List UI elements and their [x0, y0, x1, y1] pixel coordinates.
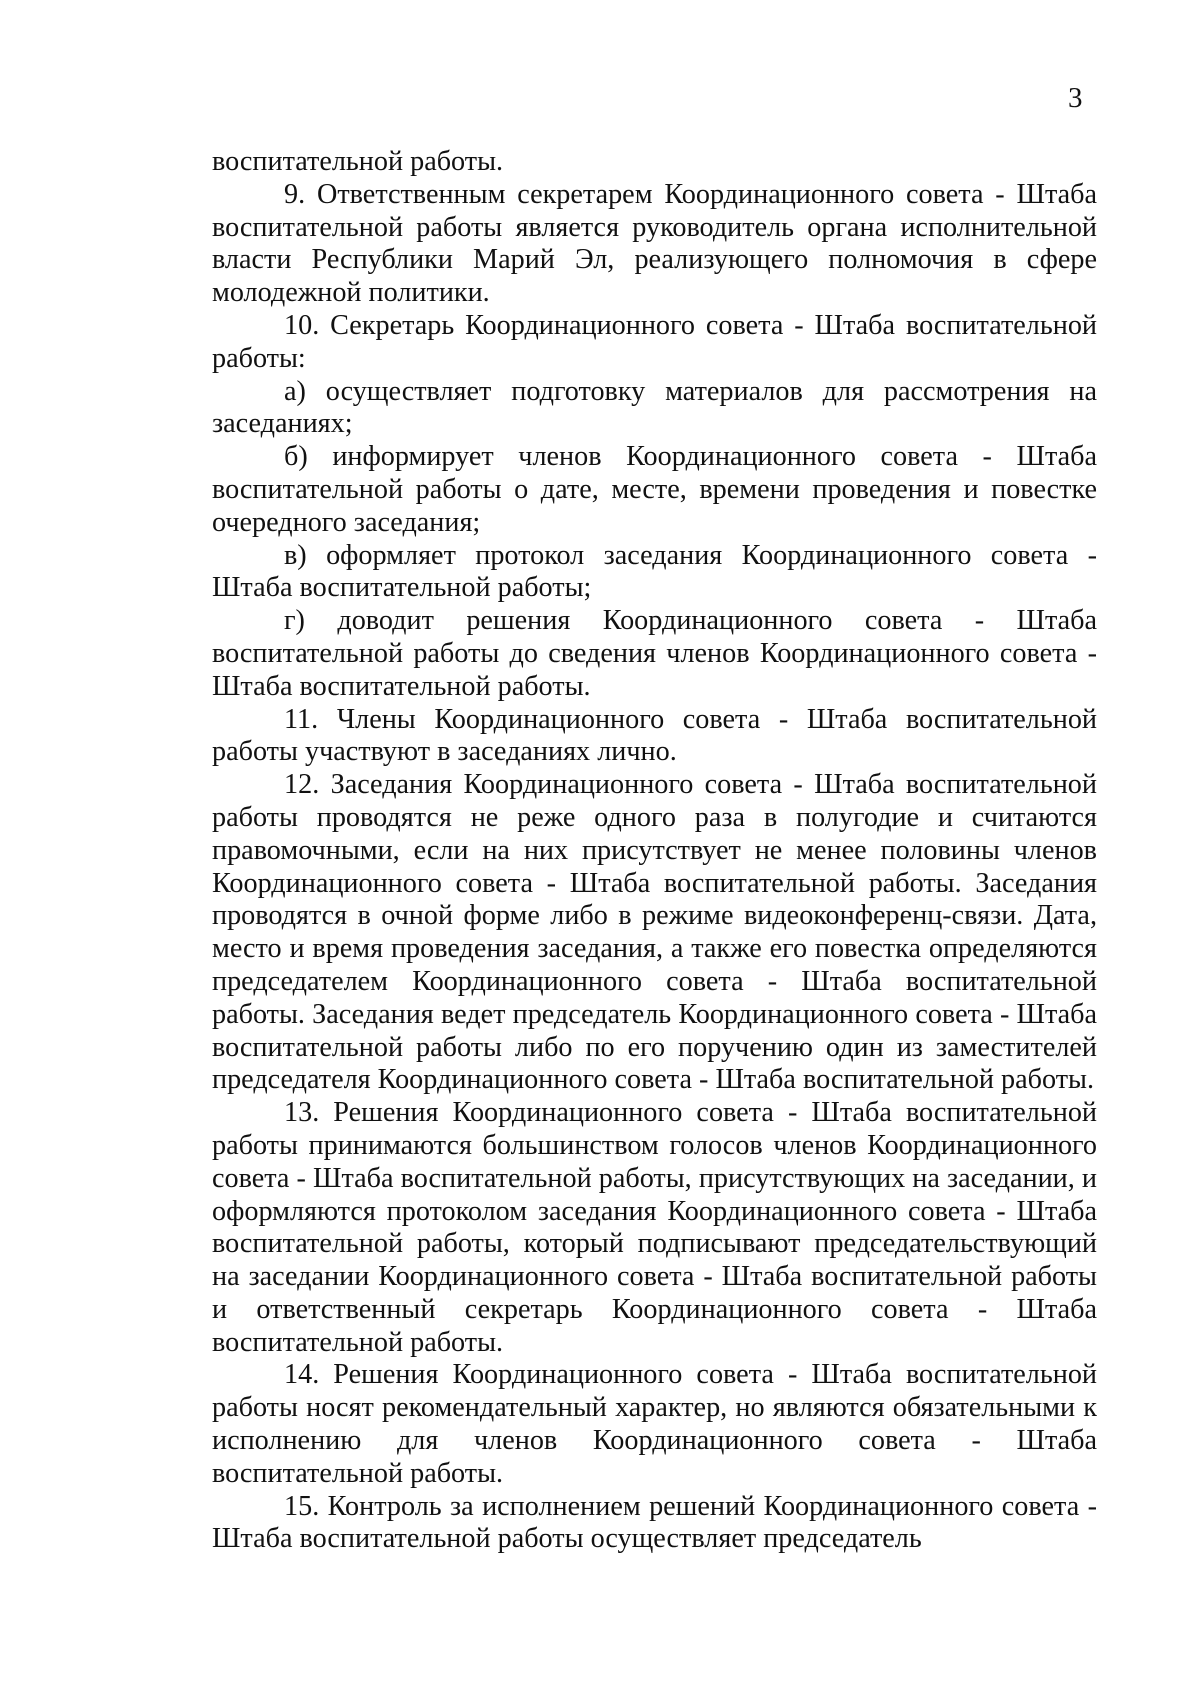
paragraph-10-v: в) оформляет протокол заседания Координационного совета - Штаба воспитательной работы; [212, 539, 1097, 604]
paragraph-10-b: б) информирует членов Координационного совета - Штаба воспитательной работы о дате, месте, времени проведения и повестке очередного заседания; [212, 441, 1097, 538]
paragraph-12: 12. Заседания Координационного совета - Штаба воспитательной работы проводятся не реже одного раза в полугодие и считаются правомочными, если на них присутствует не менее половины членов Координационного совета - Штаба воспитательной работы. Заседания проводятся в очной форме либо в режиме видеоконференц-связи. Дата, место и время проведения заседания, а также его повестка определяются председателем Координационного совета - Штаба воспитательной работы. Заседания ведет председатель Координационного совета - Штаба воспитательной работы либо по его поручению один из заместителей председателя Координационного совета - Штаба воспитательной работы. [212, 769, 1097, 1096]
paragraph-10-a: а) осуществляет подготовку материалов для рассмотрения на заседаниях; [212, 375, 1097, 440]
paragraph-15: 15. Контроль за исполнением решений Координационного совета - Штаба воспитательной работы осуществляет председатель [212, 1490, 1097, 1555]
paragraph-10-g: г) доводит решения Координационного совета - Штаба воспитательной работы до сведения членов Координационного совета - Штаба воспитательной работы. [212, 605, 1097, 702]
paragraph-14: 14. Решения Координационного совета - Штаба воспитательной работы носят рекомендательный характер, но являются обязательными к исполнению для членов Координационного совета - Штаба воспитательной работы. [212, 1359, 1097, 1489]
page-number: 3 [1068, 82, 1083, 114]
paragraph-11: 11. Члены Координационного совета - Штаба воспитательной работы участвуют в заседаниях лично. [212, 703, 1097, 768]
document-body [212, 146, 1097, 1556]
paragraph-continuation: воспитательной работы. [212, 146, 504, 177]
paragraph-9: 9. Ответственным секретарем Координационного совета - Штаба воспитательной работы является руководитель органа исполнительной власти Республики Марий Эл, реализующего полномочия в сфере молодежной политики. [212, 178, 1097, 309]
paragraph-10: 10. Секретарь Координационного совета - Штаба воспитательной работы: [212, 309, 1097, 374]
paragraph-13: 13. Решения Координационного совета - Штаба воспитательной работы принимаются большинством голосов членов Координационного совета - Штаба воспитательной работы, присутствующих на заседании, и оформляются протоколом заседания Координационного совета - Штаба воспитательной работы, который подписывают председательствующий на заседании Координационного совета - Штаба воспитательной работы и ответственный секретарь Координационного совета - Штаба воспитательной работы. [212, 1097, 1097, 1358]
